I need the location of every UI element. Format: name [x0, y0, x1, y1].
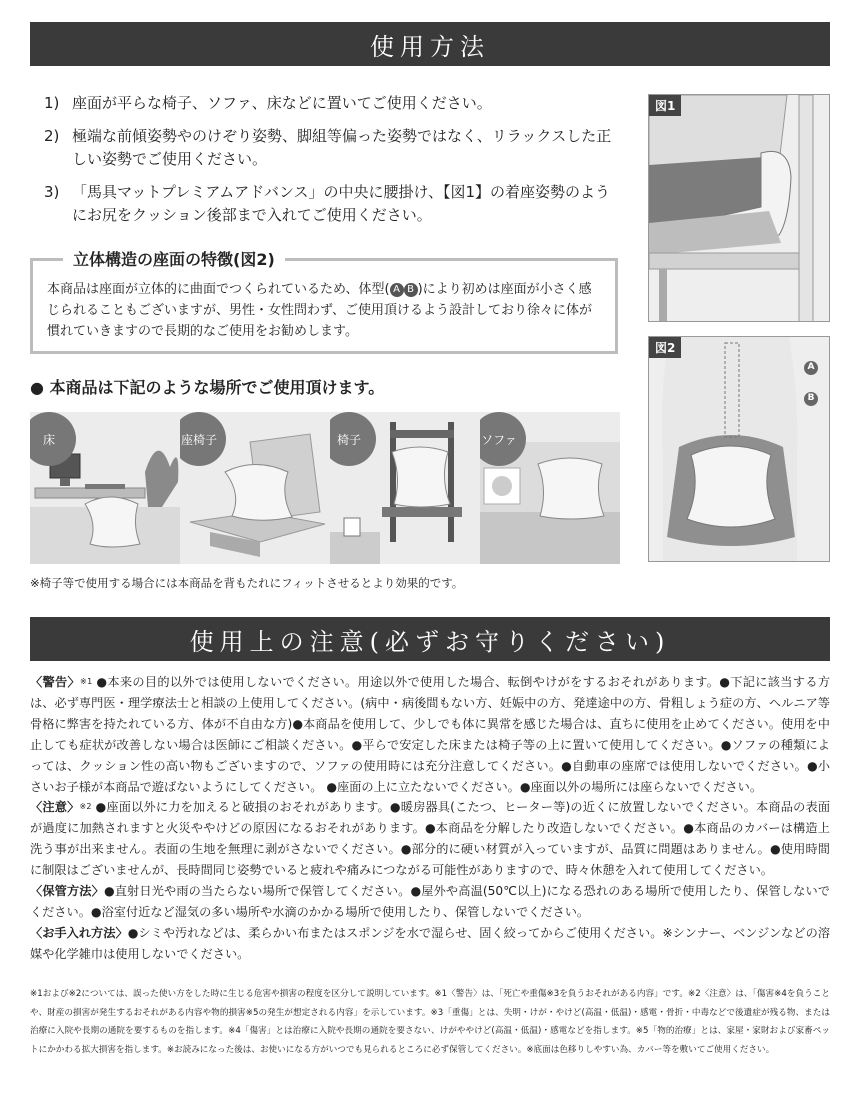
- caution-body-warning: ●本来の目的以外では使用しないでください。用途以外で使用した場合、転倒やけがをするおそれがあります。●下記に該当する方は、必ず専門医・理学療法士と相談の上使用してください。(病中・病後間もない方、妊娠中の方、発達途中の方、骨粗しょう症の方、ヘルニア等骨格に弊害を持たれている方、体が不自由な方)●本商品を使用して、少しでも体に異常を感じた場合は、直ちに使用を止めてください。使用を中止しても症状が改善しない場合は医師にご相談ください。●平らで安定した床または椅子等の上に置いて使用してください。●ソファの種類によっては、クッション性の高い物もございますので、ソファの使用時には充分注意してください。●自動車の座席では使用しないでください。●小さいお子様が本商品で遊ばないようにしてください。 ●座面の上に立たないでください。●座面以外の場所には座らないでください。: [30, 675, 831, 794]
- usage-step: [44, 181, 614, 227]
- usage-steps: [44, 92, 614, 237]
- step-number: 1): [44, 94, 60, 112]
- feature-title: 立体構造の座面の特徴(図2): [63, 247, 285, 270]
- scene-chair: [330, 412, 480, 564]
- scene-floor: [30, 412, 180, 564]
- scene-sofa: [480, 412, 620, 564]
- step-number: 3): [44, 183, 60, 201]
- feature-body-pre: 本商品は座面が立体的に曲面でつくられているため、体型(: [47, 282, 390, 297]
- caution-body-storage: ●直射日光や雨の当たらない場所で保管してください。●屋外や高温(50℃以上)になる恐れのある場所で使用したり、保管しないでください。●浴室付近など湿気の多い場所や水滴のかかる場所で使用したり、保管しないでください。: [30, 884, 830, 919]
- feature-box: [30, 250, 618, 354]
- places-heading: ● 本商品は下記のような場所でご使用頂けます。: [30, 378, 385, 397]
- section-header-usage-text: 使用方法: [370, 32, 490, 61]
- figure-1-label: 図1: [649, 95, 681, 116]
- feature-body: [47, 279, 601, 342]
- caution-body-notice: ●座面以外に力を加えると破損のおそれがあります。●暖房器具(こたつ、ヒーター等)の近くに放置しないでください。本商品の表面が過度に加熱されますと火災ややけどの原因になるおそれがあります。●本商品を分解したり改造しないでください。●本商品のカバーは構造上洗う事が出来ません。表面の生地を無理に剥がさないでください。●部分的に硬い材質が入っていますが、品質に問題はありません。●使用時間に制限はございませんが、長時間同じ姿勢でいると疲れや痛みにつながる可能性がありますので、時々休憩を入れて使用してください。: [30, 800, 831, 878]
- figure-2-mark-a: A: [807, 362, 815, 372]
- place-tag-floor-chair: 座椅子: [180, 412, 226, 466]
- cushion-structure-diagram: [649, 337, 830, 562]
- caution-body-care: ●シミや汚れなどは、柔らかい布またはスポンジを水で湿らせ、固く絞ってからご使用ください。※シンナー、ベンジンなどの溶媒や化学雑巾は使用しないでください。: [30, 925, 831, 961]
- usage-step: [44, 92, 614, 115]
- feature-body-post: )により初めは座面が小さく感じられることもございますが、男性・女性問わず、ご使用頂けるよう設計しており徐々に体が慣れていきますので長期的なご使用をお勧めします。: [47, 282, 592, 339]
- step-text: 「馬具マットプレミアムアドバンス」の中央に腰掛け、【図1】の着座姿勢のようにお尻をクッション後部まで入れてご使用ください。: [72, 183, 610, 224]
- scene-floor-chair: [180, 412, 330, 564]
- seated-posture-illustration: [649, 95, 830, 322]
- caution-label-storage: 〈保管方法〉: [30, 884, 104, 899]
- figure-2: [648, 336, 830, 562]
- footnote: ※1および※2については、誤った使い方をした時に生じる危害や損害の程度を区分して説明しています。※1〈警告〉は、「死亡や重傷※3を負うおそれがある内容」です。※2〈注意〉は、「傷害※4を負うことや、財産の損害が発生するおそれがある内容や物的損害※5の発生が想定される内容」を示しています。※3「重傷」とは、失明・けが・やけど(高温・低温)・感電・骨折・中毒などで後遺症が残る物、または治療に入院や長期の通院を要するものを指します。※4「傷害」とは治療に入院や長期の通院を要さない、けがややけど(高温・低温)・感電などを指します。※5「物的治療」とは、家屋・家財および家畜ペットにかかわる拡大損害を指します。※お読みになった後は、お使いになる方がいつでも見られるところに必ず保管してください。※底面は色移りしやすい為、カバー等を敷いてご使用ください。: [30, 989, 830, 1055]
- section-header-usage: [30, 22, 830, 66]
- step-number: 2): [44, 127, 60, 145]
- place-tag-floor: 床: [30, 412, 76, 466]
- figure-1: [648, 94, 830, 322]
- place-tag-chair: 椅子: [330, 412, 376, 466]
- mark-a-badge: A: [390, 283, 404, 297]
- caution-label-care: 〈お手入れ方法〉: [30, 925, 128, 940]
- usage-step: [44, 125, 614, 171]
- section-header-caution-text: 使用上の注意(必ずお守りください): [189, 627, 671, 656]
- figure-2-label: 図2: [649, 337, 681, 358]
- step-text: 極端な前傾姿勢やのけぞり姿勢、脚組等偏った姿勢ではなく、リラックスした正しい姿勢でご使用ください。: [72, 127, 612, 168]
- mark-b-badge: B: [404, 283, 418, 297]
- caution-mark-warning: ※1: [80, 677, 93, 686]
- caution-text: [30, 672, 830, 965]
- caution-label-notice: 〈注意〉: [30, 800, 80, 815]
- step-text: 座面が平らな椅子、ソファ、床などに置いてご使用ください。: [72, 94, 492, 112]
- section-header-caution: [30, 617, 830, 661]
- places-note: ※椅子等で使用する場合には本商品を背もたれにフィットさせるとより効果的です。: [30, 576, 464, 590]
- figure-2-mark-b: B: [807, 393, 815, 403]
- place-tag-sofa: ソファ: [480, 412, 526, 466]
- caution-label-warning: 〈警告〉: [30, 675, 81, 689]
- caution-mark-notice: ※2: [79, 802, 92, 812]
